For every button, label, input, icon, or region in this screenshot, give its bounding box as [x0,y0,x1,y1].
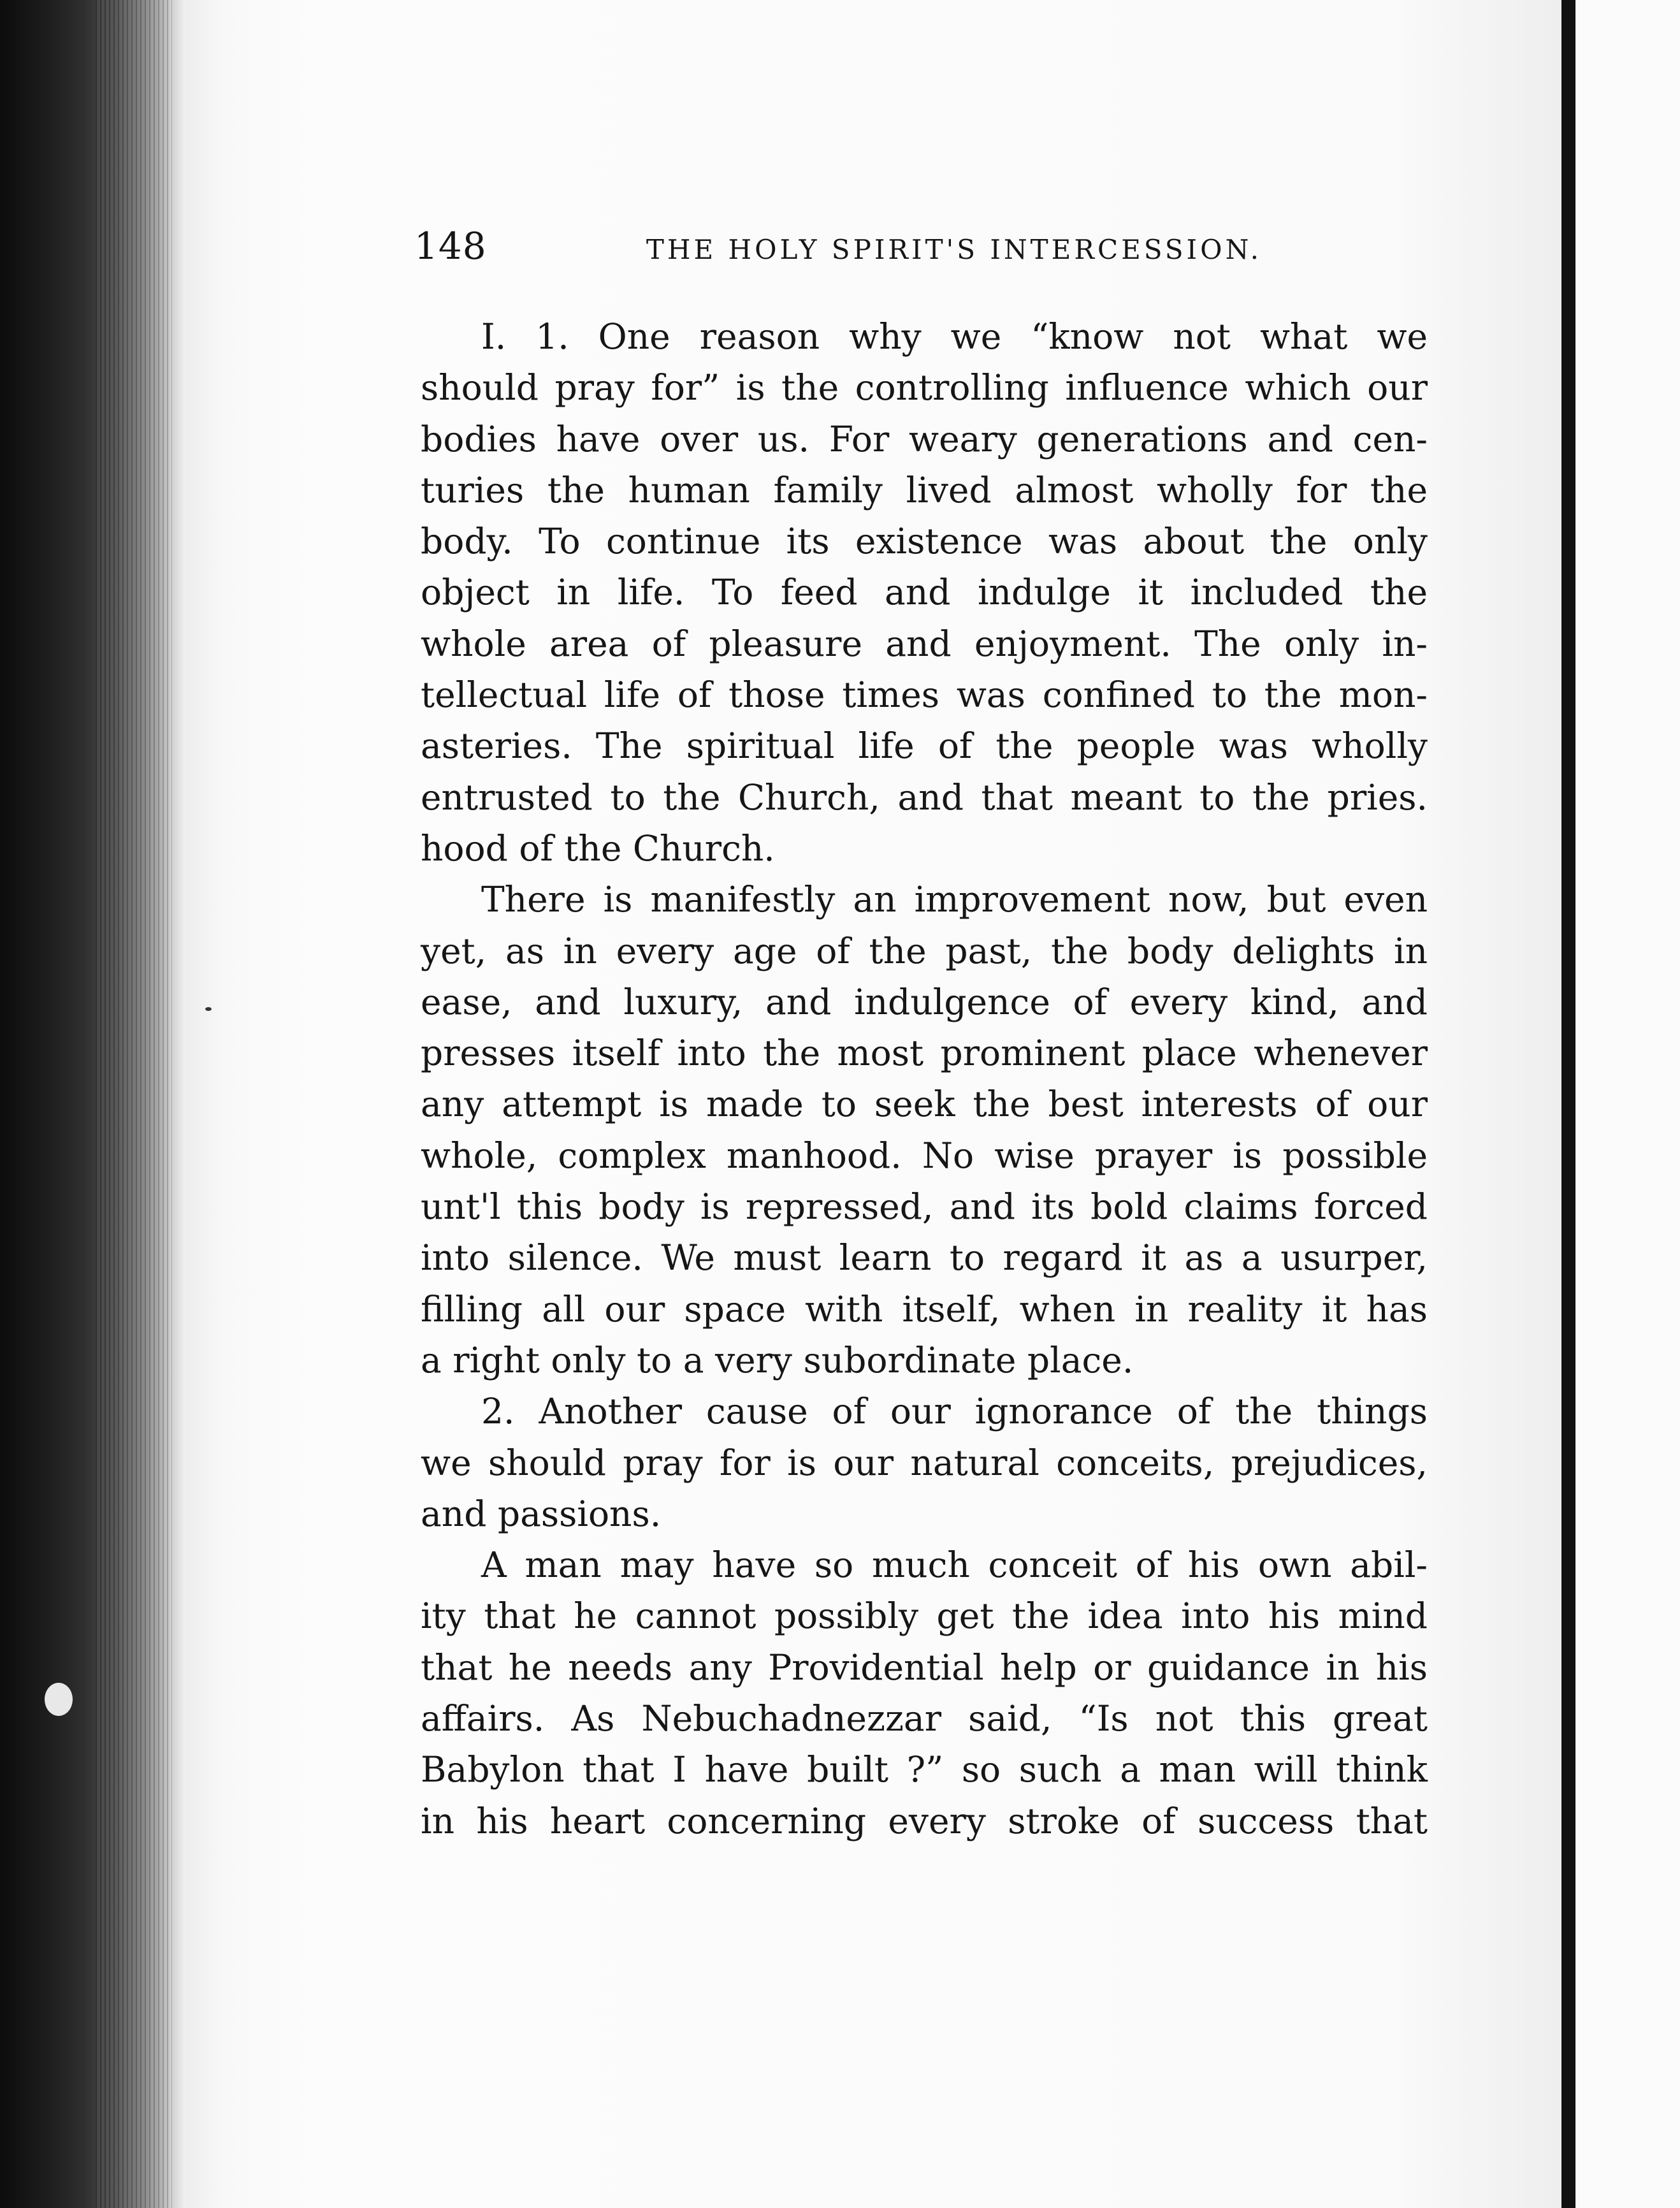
book-edge-shadow [0,0,185,2208]
text-line: ity that he cannot possibly get the idea into his mind [421,1595,1428,1637]
text-line: object in life. To feed and indulge it included the [421,572,1428,613]
running-head [414,224,1262,275]
text-line: entrusted to the Church, and that meant to the pries. [421,776,1428,818]
text-line: unt'l this body is repressed, and its bold claims forced [421,1186,1428,1228]
text-line: any attempt is made to seek the best interests of our [421,1084,1428,1125]
right-margin [1575,0,1680,2208]
text-line: in his heart concerning every stroke of success that [421,1800,1428,1841]
text-line: A man may have so much conceit of his own abil- [481,1544,1428,1586]
text-line: There is manifestly an improvement now, but even [481,879,1428,920]
text-line: hood of the Church. [421,827,775,869]
right-binding-edge [1561,0,1575,2208]
text-line: into silence. We must learn to regard it as a usurper, [421,1237,1428,1279]
text-line: should pray for” is the controlling influence which our [421,367,1428,409]
page-number: 148 [414,224,487,268]
body-text [421,311,1428,1847]
running-title: THE HOLY SPIRIT'S INTERCESSION. [646,234,1262,265]
text-line: presses itself into the most prominent place whenever [421,1033,1428,1074]
text-line: a right only to a very subordinate place. [421,1339,1134,1381]
text-line: that he needs any Providential help or guidance in his [421,1646,1428,1688]
text-line: bodies have over us. For weary generations and cen- [421,418,1428,460]
text-line: whole area of pleasure and enjoyment. The only in- [421,623,1428,664]
text-line: affairs. As Nebuchadnezzar said, “Is not this great [421,1698,1428,1740]
text-line: and passions. [421,1493,662,1534]
text-line: tellectual life of those times was confined to the mon- [421,674,1428,716]
text-line: ease, and luxury, and indulgence of every kind, and [421,981,1428,1022]
text-line: 2. Another cause of our ignorance of the things [481,1391,1428,1432]
margin-speck [205,1007,212,1011]
text-line: I. 1. One reason why we “know not what we [481,316,1428,357]
margin-speck [45,1683,73,1716]
text-line: we should pray for is our natural conceits, prejudices, [421,1442,1428,1483]
text-line: turies the human family lived almost wholly for the [421,469,1428,511]
text-line: filling all our space with itself, when in reality it has [421,1288,1428,1330]
text-line: whole, complex manhood. No wise prayer is possible [421,1135,1428,1176]
text-line: body. To continue its existence was about the only [421,521,1428,562]
text-line: yet, as in every age of the past, the body delights in [421,930,1428,971]
text-line: asteries. The spiritual life of the people was wholly [421,725,1428,767]
text-line: Babylon that I have built ?” so such a man will think [421,1749,1428,1790]
